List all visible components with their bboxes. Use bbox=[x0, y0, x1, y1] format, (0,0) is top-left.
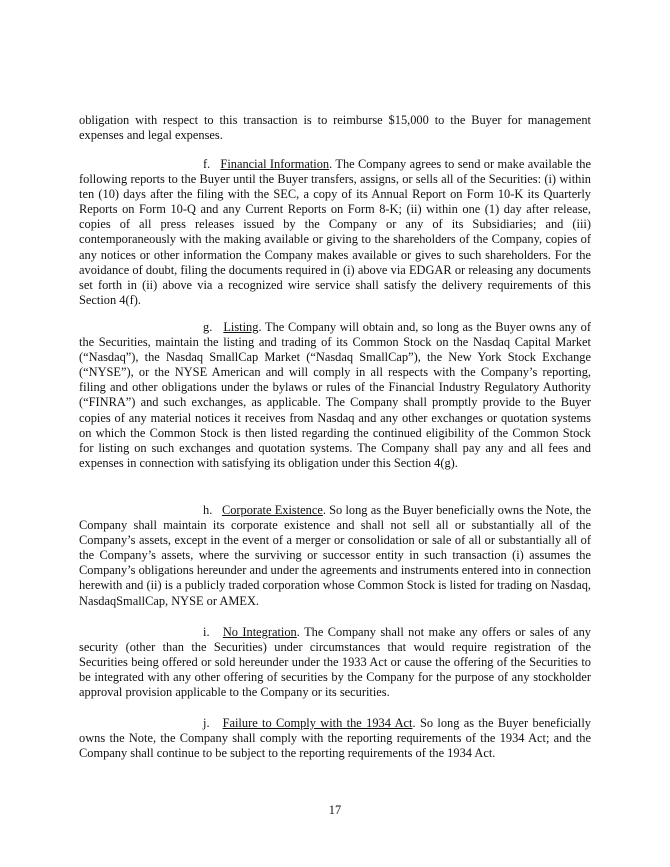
section-j-paragraph bbox=[79, 716, 591, 761]
section-f-body: . The Company agrees to send or make available the following reports to the Buyer until the Buyer transfers, assigns, or sells all of the Securities: (i) within ten (10) days after the filing with the SEC, a copy of its Annual Report on Form 10-K its Quarterly Reports on Form 10-Q and any Current Reports on Form 8-K; (ii) within one (1) day after release, copies of all press releases issued by the Company or any of its Subsidiaries; and (iii) contemporaneously with the making available or giving to the shareholders of the Company, copies of any notices or other information the Company makes available or gives to such shareholders. For the avoidance of doubt, filing the documents required in (i) above via EDGAR or releasing any documents set forth in (ii) above via a recognized wire service shall satisfy the delivery requirements of this Section 4(f). bbox=[79, 157, 591, 307]
section-g-heading: Listing bbox=[223, 320, 259, 334]
section-g-letter: g. bbox=[203, 320, 213, 334]
section-h-letter: h. bbox=[203, 503, 213, 517]
section-f-paragraph bbox=[79, 157, 591, 308]
page-number: 17 bbox=[328, 803, 342, 817]
section-g-paragraph bbox=[79, 320, 591, 471]
section-i-paragraph bbox=[79, 625, 591, 700]
section-h-body: . So long as the Buyer beneficially owns the Note, the Company shall maintain its corporate existence and shall not sell all or substantially all of the Company’s assets, except in the event of a merger or consolidation or sale of all or substantially all of the Company’s assets, where the surviving or successor entity in such transaction (i) assumes the Company’s obligations hereunder and under the agreements and instruments entered into in connection herewith and (ii) is a publicly traded corporation whose Common Stock is listed for trading on Nasdaq, NasdaqSmallCap, NYSE or AMEX. bbox=[79, 503, 592, 608]
section-f-letter: f. bbox=[203, 157, 211, 171]
continuation-paragraph: obligation with respect to this transaction is to reimburse $15,000 to the Buyer for management expenses and legal expenses. bbox=[79, 113, 591, 143]
section-i-letter: i. bbox=[203, 625, 210, 639]
section-j-body: . So long as the Buyer beneficially owns the Note, the Company shall comply with the reporting requirements of the 1934 Act; and the Company shall continue to be subject to the reporting requirements of the 1934 Act. bbox=[79, 716, 592, 761]
section-g-body: . The Company will obtain and, so long as the Buyer owns any of the Securities, maintain the listing and trading of its Common Stock on the Nasdaq Capital Market (“Nasdaq”), the Nasdaq SmallCap Market (“Nasdaq SmallCap”), the New York Stock Exchange (“NYSE”), or the NYSE American and will comply in all respects with the Company’s reporting, filing and other obligations under the bylaws or rules of the Financial Industry Regulatory Authority (“FINRA”) and such exchanges, as applicable. The Company shall promptly provide to the Buyer copies of any material notices it receives from Nasdaq and any other exchanges or quotation systems on which the Common Stock is then listed regarding the continued eligibility of the Common Stock for listing on such exchanges and quotation systems. The Company shall pay any and all fees and expenses in connection with satisfying its obligation under this Section 4(g). bbox=[79, 320, 592, 470]
section-j-heading: Failure to Comply with the 1934 Act bbox=[222, 716, 413, 730]
section-i-heading: No Integration bbox=[222, 625, 297, 639]
section-h-paragraph bbox=[79, 503, 591, 609]
section-j-letter: j. bbox=[203, 716, 210, 730]
section-i-body: . The Company shall not make any offers or sales of any security (other than the Securities) under circumstances that would require registration of the Securities being offered or sold hereunder under the 1933 Act or cause the offering of the Securities to be integrated with any other offering of securities by the Company for the purpose of any stockholder approval provision applicable to the Company or its securities. bbox=[79, 625, 591, 700]
section-h-heading: Corporate Existence bbox=[221, 503, 323, 517]
section-f-heading: Financial Information bbox=[220, 157, 330, 171]
